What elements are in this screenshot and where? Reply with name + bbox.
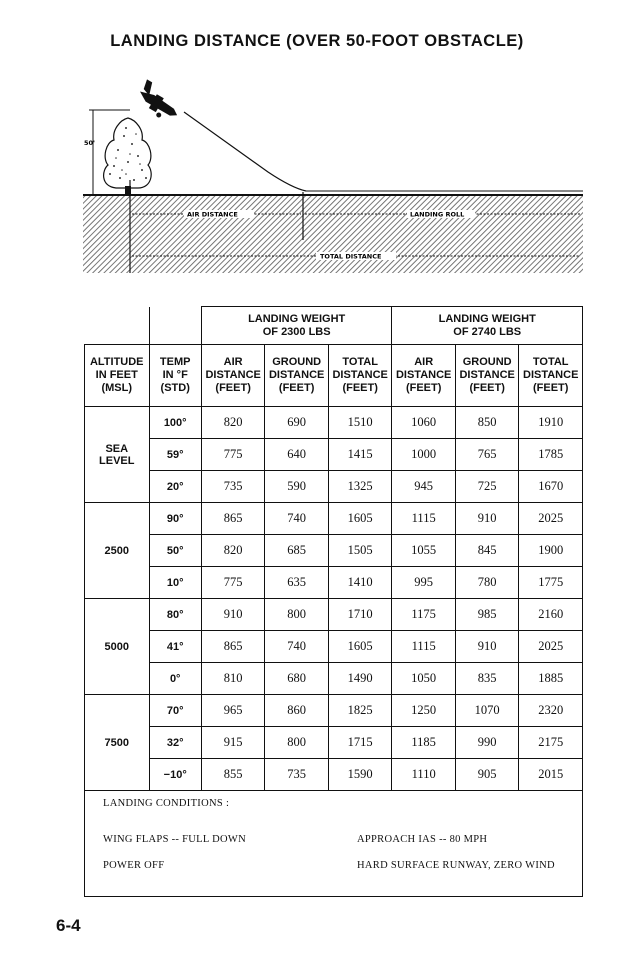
distance-cell: 990	[455, 727, 519, 759]
distance-cell: 2015	[519, 759, 583, 791]
distance-cell: 1050	[392, 663, 456, 695]
distance-cell: 680	[265, 663, 329, 695]
column-header: TOTAL DISTANCE (FEET)	[519, 345, 583, 407]
total-distance-label: TOTAL DISTANCE	[320, 252, 382, 261]
distance-cell: 740	[265, 503, 329, 535]
wing-flaps-condition: WING FLAPS -- FULL DOWN	[103, 834, 246, 845]
column-header: GROUND DISTANCE (FEET)	[265, 345, 329, 407]
distance-cell: 1510	[328, 407, 392, 439]
page-title: LANDING DISTANCE (OVER 50-FOOT OBSTACLE)	[110, 32, 524, 50]
distance-cell: 1060	[392, 407, 456, 439]
table-row	[85, 503, 583, 535]
distance-cell: 1110	[392, 759, 456, 791]
runway-condition: HARD SURFACE RUNWAY, ZERO WIND	[357, 860, 555, 871]
distance-cell: 735	[201, 471, 265, 503]
altitude-cell: 2500	[85, 503, 150, 599]
distance-cell: 1250	[392, 695, 456, 727]
temperature-cell: 41°	[149, 631, 201, 663]
distance-cell: 855	[201, 759, 265, 791]
distance-cell: 765	[455, 439, 519, 471]
distance-cell: 775	[201, 567, 265, 599]
air-distance-label: AIR DISTANCE	[187, 210, 238, 219]
landing-roll-label: LANDING ROLL	[410, 210, 465, 219]
distance-cell: 1070	[455, 695, 519, 727]
distance-cell: 1775	[519, 567, 583, 599]
distance-cell: 1415	[328, 439, 392, 471]
distance-cell: 690	[265, 407, 329, 439]
distance-cell: 910	[455, 503, 519, 535]
table-row	[85, 471, 583, 503]
distance-cell: 1605	[328, 503, 392, 535]
distance-cell: 945	[392, 471, 456, 503]
temperature-cell: 80°	[149, 599, 201, 631]
column-header-row	[85, 345, 583, 407]
distance-cell: 735	[265, 759, 329, 791]
distance-cell: 1710	[328, 599, 392, 631]
temperature-cell: 10°	[149, 567, 201, 599]
distance-cell: 2025	[519, 503, 583, 535]
distance-cell: 1590	[328, 759, 392, 791]
distance-cell: 685	[265, 535, 329, 567]
temperature-cell: 0°	[149, 663, 201, 695]
table-row	[85, 407, 583, 439]
temperature-cell: 20°	[149, 471, 201, 503]
weight-group-header: LANDING WEIGHT OF 2300 LBS	[201, 307, 392, 345]
airplane-icon	[133, 79, 185, 125]
table-row	[85, 439, 583, 471]
distance-cell: 995	[392, 567, 456, 599]
distance-cell: 725	[455, 471, 519, 503]
approach-path	[184, 112, 306, 191]
distance-cell: 1175	[392, 599, 456, 631]
distance-cell: 1825	[328, 695, 392, 727]
tree-icon	[104, 118, 152, 196]
table-row	[85, 567, 583, 599]
distance-cell: 915	[201, 727, 265, 759]
distance-cell: 1785	[519, 439, 583, 471]
distance-cell: 590	[265, 471, 329, 503]
temperature-cell: −10°	[149, 759, 201, 791]
page-number: 6-4	[56, 916, 81, 935]
distance-cell: 910	[455, 631, 519, 663]
height-label: 50'	[84, 139, 96, 147]
temperature-cell: 70°	[149, 695, 201, 727]
distance-cell: 1490	[328, 663, 392, 695]
distance-cell: 2160	[519, 599, 583, 631]
column-header: AIR DISTANCE (FEET)	[392, 345, 456, 407]
distance-cell: 740	[265, 631, 329, 663]
table-row	[85, 631, 583, 663]
table-row	[85, 695, 583, 727]
landing-distance-table	[84, 306, 583, 791]
column-header: TEMP IN °F (STD)	[149, 345, 201, 407]
distance-cell: 1910	[519, 407, 583, 439]
distance-cell: 1325	[328, 471, 392, 503]
altitude-cell: SEA LEVEL	[85, 407, 150, 503]
table-row	[85, 663, 583, 695]
distance-cell: 1115	[392, 631, 456, 663]
temperature-cell: 90°	[149, 503, 201, 535]
distance-cell: 775	[201, 439, 265, 471]
table-row	[85, 599, 583, 631]
distance-cell: 905	[455, 759, 519, 791]
distance-cell: 1715	[328, 727, 392, 759]
column-header: ALTITUDE IN FEET (MSL)	[85, 345, 150, 407]
distance-cell: 820	[201, 535, 265, 567]
landing-distance-diagram	[80, 70, 585, 280]
distance-cell: 985	[455, 599, 519, 631]
power-condition: POWER OFF	[103, 860, 165, 871]
distance-cell: 850	[455, 407, 519, 439]
table-row	[85, 727, 583, 759]
ground-hatch	[83, 195, 583, 273]
distance-cell: 2175	[519, 727, 583, 759]
column-header: TOTAL DISTANCE (FEET)	[328, 345, 392, 407]
table-row	[85, 759, 583, 791]
temperature-cell: 50°	[149, 535, 201, 567]
distance-cell: 865	[201, 631, 265, 663]
distance-cell: 1410	[328, 567, 392, 599]
distance-cell: 1900	[519, 535, 583, 567]
landing-conditions	[84, 788, 583, 897]
distance-cell: 1670	[519, 471, 583, 503]
distance-cell: 1000	[392, 439, 456, 471]
conditions-heading: LANDING CONDITIONS :	[103, 798, 230, 809]
altitude-cell: 7500	[85, 695, 150, 791]
distance-cell: 640	[265, 439, 329, 471]
distance-cell: 860	[265, 695, 329, 727]
distance-cell: 635	[265, 567, 329, 599]
distance-cell: 910	[201, 599, 265, 631]
distance-cell: 800	[265, 727, 329, 759]
distance-cell: 1505	[328, 535, 392, 567]
altitude-cell: 5000	[85, 599, 150, 695]
table-row	[85, 535, 583, 567]
distance-cell: 2320	[519, 695, 583, 727]
column-header: GROUND DISTANCE (FEET)	[455, 345, 519, 407]
distance-cell: 1115	[392, 503, 456, 535]
temperature-cell: 100°	[149, 407, 201, 439]
distance-cell: 780	[455, 567, 519, 599]
distance-cell: 835	[455, 663, 519, 695]
distance-cell: 800	[265, 599, 329, 631]
temperature-cell: 59°	[149, 439, 201, 471]
table-body	[85, 407, 583, 791]
temperature-cell: 32°	[149, 727, 201, 759]
distance-cell: 865	[201, 503, 265, 535]
weight-header-row	[85, 307, 583, 345]
approach-ias-condition: APPROACH IAS -- 80 MPH	[357, 834, 488, 845]
distance-cell: 1605	[328, 631, 392, 663]
distance-cell: 810	[201, 663, 265, 695]
distance-cell: 845	[455, 535, 519, 567]
distance-cell: 1185	[392, 727, 456, 759]
distance-cell: 2025	[519, 631, 583, 663]
weight-group-header: LANDING WEIGHT OF 2740 LBS	[392, 307, 583, 345]
column-header: AIR DISTANCE (FEET)	[201, 345, 265, 407]
distance-cell: 1055	[392, 535, 456, 567]
distance-cell: 1885	[519, 663, 583, 695]
distance-cell: 965	[201, 695, 265, 727]
distance-cell: 820	[201, 407, 265, 439]
